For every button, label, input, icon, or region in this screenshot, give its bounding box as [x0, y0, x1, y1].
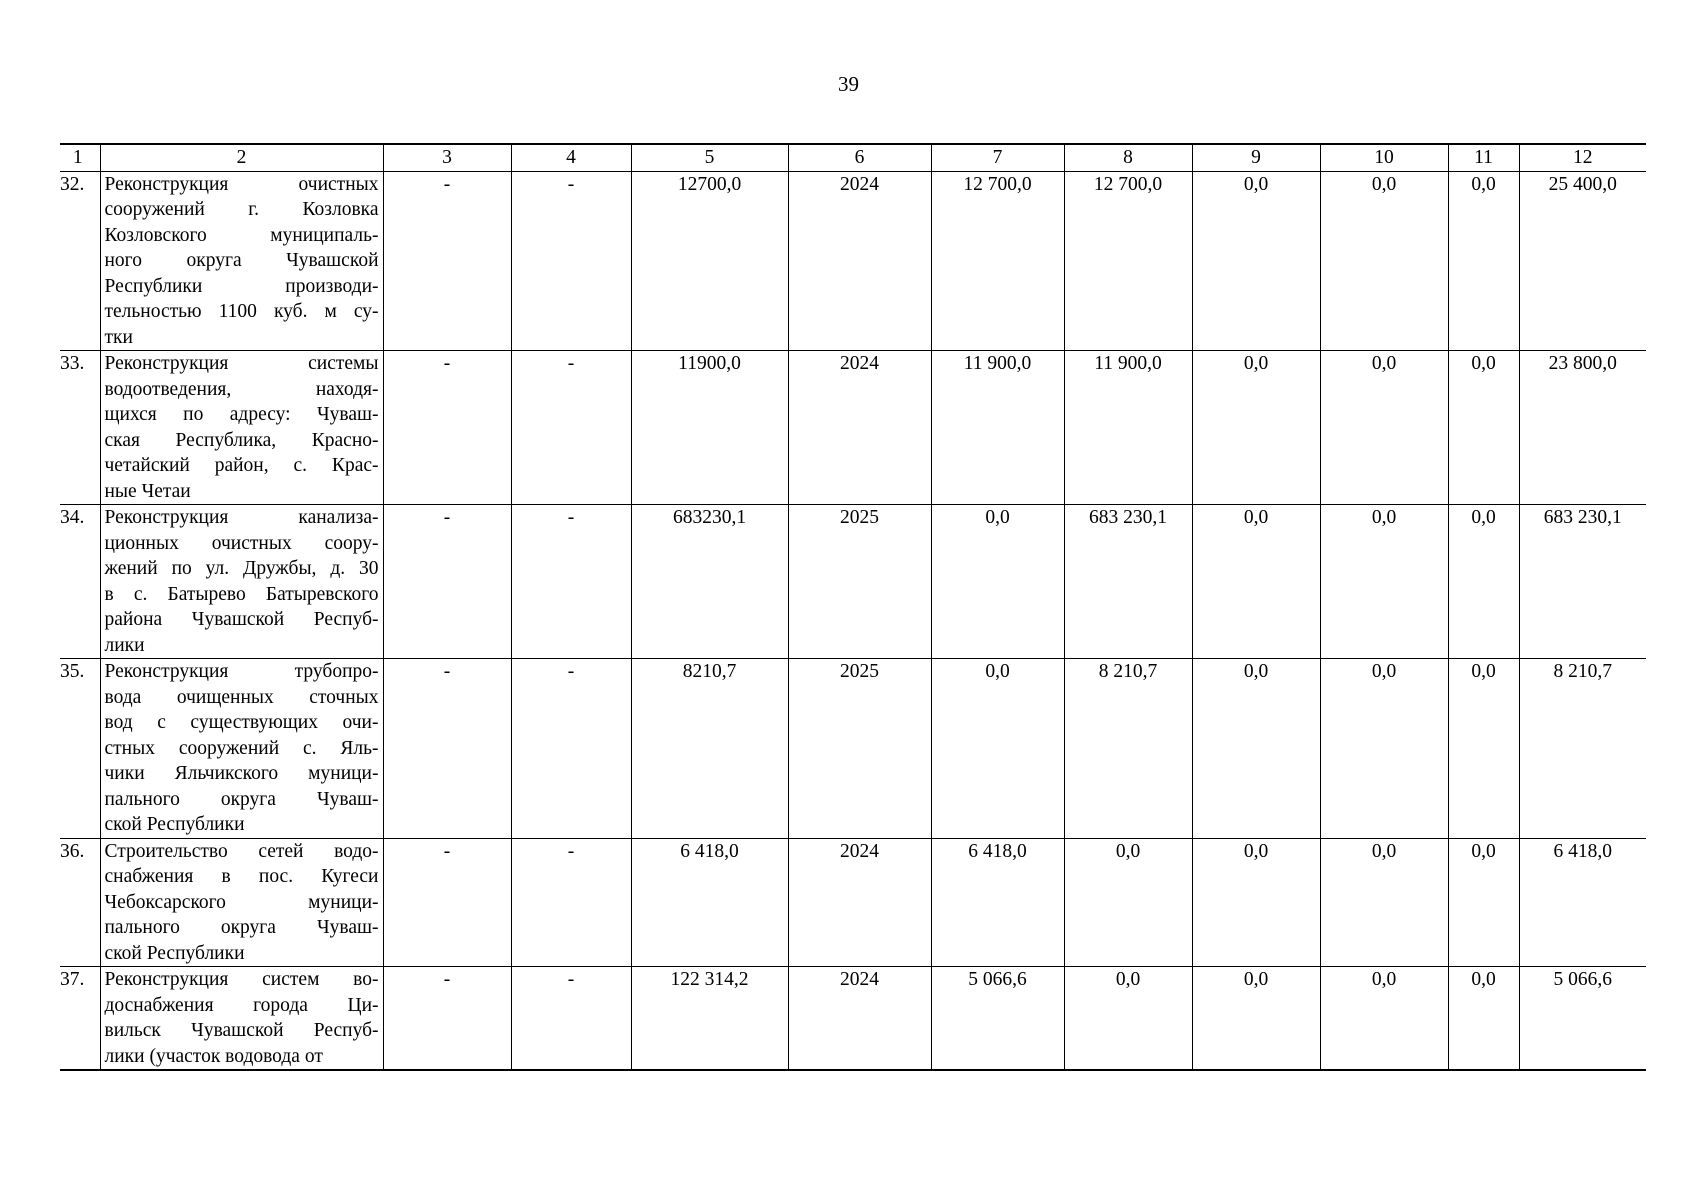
project-name-line: Строительство сетей водо- [104, 840, 379, 862]
column-header: 2 [100, 144, 383, 171]
row-number: 36. [60, 838, 100, 967]
table-header-row [60, 144, 1646, 171]
row-number: 34. [60, 505, 100, 659]
project-name-line: Реконструкция канализа- [104, 507, 379, 528]
column-header: 5 [631, 144, 788, 171]
project-name-line: чики Яльчикского муници- [104, 763, 379, 784]
col11-value: 0,0 [1448, 171, 1519, 351]
project-name-line: щихся по адресу: Чуваш- [104, 404, 379, 425]
col9-value: 0,0 [1192, 505, 1320, 659]
col11-value: 0,0 [1448, 351, 1519, 505]
project-name-line: Чебоксарского муници- [104, 891, 379, 913]
col7-value: 0,0 [931, 659, 1064, 839]
col9-value: 0,0 [1192, 967, 1320, 1071]
col10-value: 0,0 [1320, 351, 1448, 505]
project-name-line: лики [104, 634, 145, 656]
project-name-line: жений по ул. Дружбы, д. 30 [104, 558, 379, 579]
col12-total: 6 418,0 [1519, 838, 1646, 967]
project-name-line: ные Четаи [104, 480, 191, 502]
project-name-line: Козловского муниципаль- [104, 224, 379, 246]
col6-year: 2025 [788, 505, 931, 659]
row-number: 33. [60, 351, 100, 505]
col7-value: 0,0 [931, 505, 1064, 659]
col7-value: 12 700,0 [931, 171, 1064, 351]
project-name-line: ской Республики [104, 814, 245, 835]
col3-value: - [383, 967, 511, 1071]
col3-value: - [383, 659, 511, 839]
table-row [60, 838, 1646, 967]
project-name-line: Республики производи- [104, 275, 379, 297]
col4-value: - [511, 171, 631, 351]
col10-value: 0,0 [1320, 967, 1448, 1071]
project-name-line: в с. Батырево Батыревского [104, 583, 379, 605]
col9-value: 0,0 [1192, 659, 1320, 839]
col8-value: 683 230,1 [1064, 505, 1192, 659]
project-name-line: водоотведения, находя- [104, 378, 379, 400]
row-number: 35. [60, 659, 100, 839]
col12-total: 683 230,1 [1519, 505, 1646, 659]
col5-value: 6 418,0 [631, 838, 788, 967]
project-name-line: Реконструкция систем во- [104, 969, 379, 990]
col11-value: 0,0 [1448, 505, 1519, 659]
col5-value: 8210,7 [631, 659, 788, 839]
project-name-cell [100, 171, 383, 351]
column-header: 1 [60, 144, 100, 171]
col5-value: 11900,0 [631, 351, 788, 505]
col5-value: 12700,0 [631, 171, 788, 351]
project-name-line: вод с существующих очи- [104, 712, 379, 733]
col8-value: 12 700,0 [1064, 171, 1192, 351]
project-name-line: сооружений г. Козловка [104, 199, 379, 220]
project-name-line: тки [104, 326, 133, 348]
col11-value: 0,0 [1448, 838, 1519, 967]
col10-value: 0,0 [1320, 838, 1448, 967]
col3-value: - [383, 838, 511, 967]
col6-year: 2025 [788, 659, 931, 839]
row-number: 32. [60, 171, 100, 351]
project-name-line: пального округа Чуваш- [104, 788, 379, 810]
col4-value: - [511, 505, 631, 659]
project-name-line: пального округа Чуваш- [104, 917, 379, 938]
col6-year: 2024 [788, 967, 931, 1071]
project-name-cell [100, 659, 383, 839]
col7-value: 6 418,0 [931, 838, 1064, 967]
project-name-line: вильск Чувашской Респуб- [104, 1020, 379, 1041]
col8-value: 0,0 [1064, 838, 1192, 967]
column-header: 8 [1064, 144, 1192, 171]
project-name-line: ской Республики [104, 942, 245, 964]
col3-value: - [383, 505, 511, 659]
col3-value: - [383, 351, 511, 505]
col9-value: 0,0 [1192, 171, 1320, 351]
project-name-line: ционных очистных соору- [104, 532, 379, 554]
col11-value: 0,0 [1448, 659, 1519, 839]
project-name-cell [100, 505, 383, 659]
table-row [60, 505, 1646, 659]
project-name-cell [100, 967, 383, 1071]
column-header: 7 [931, 144, 1064, 171]
page-number: 39 [838, 72, 859, 96]
table-row [60, 351, 1646, 505]
project-name-line: снабжения в пос. Кугеси [104, 866, 379, 887]
column-header: 4 [511, 144, 631, 171]
project-name-line: Реконструкция системы [104, 353, 379, 374]
project-name-line: ская Республика, Красно- [104, 429, 379, 451]
project-name-line: вода очищенных сточных [104, 686, 379, 708]
col8-value: 0,0 [1064, 967, 1192, 1071]
col4-value: - [511, 838, 631, 967]
col8-value: 8 210,7 [1064, 659, 1192, 839]
table-row [60, 171, 1646, 351]
col7-value: 5 066,6 [931, 967, 1064, 1071]
col10-value: 0,0 [1320, 171, 1448, 351]
col6-year: 2024 [788, 351, 931, 505]
col4-value: - [511, 967, 631, 1071]
table-row [60, 659, 1646, 839]
project-name-cell [100, 838, 383, 967]
data-table [60, 143, 1646, 1071]
col12-total: 5 066,6 [1519, 967, 1646, 1071]
col10-value: 0,0 [1320, 659, 1448, 839]
project-name-line: стных сооружений с. Яль- [104, 737, 379, 759]
col12-total: 8 210,7 [1519, 659, 1646, 839]
column-header: 10 [1320, 144, 1448, 171]
project-name-line: Реконструкция трубопро- [104, 661, 379, 682]
column-header: 12 [1519, 144, 1646, 171]
column-header: 11 [1448, 144, 1519, 171]
col5-value: 122 314,2 [631, 967, 788, 1071]
col6-year: 2024 [788, 838, 931, 967]
col11-value: 0,0 [1448, 967, 1519, 1071]
project-name-line: четайский район, с. Крас- [104, 455, 379, 476]
project-name-line: тельностью 1100 куб. м су- [104, 301, 379, 322]
col7-value: 11 900,0 [931, 351, 1064, 505]
col9-value: 0,0 [1192, 838, 1320, 967]
col5-value: 683230,1 [631, 505, 788, 659]
col12-total: 23 800,0 [1519, 351, 1646, 505]
col4-value: - [511, 351, 631, 505]
col3-value: - [383, 171, 511, 351]
project-name-line: лики (участок водовода от [104, 1045, 323, 1067]
project-name-line: района Чувашской Респуб- [104, 609, 379, 630]
col9-value: 0,0 [1192, 351, 1320, 505]
column-header: 3 [383, 144, 511, 171]
col10-value: 0,0 [1320, 505, 1448, 659]
table-row [60, 967, 1646, 1071]
column-header: 6 [788, 144, 931, 171]
col8-value: 11 900,0 [1064, 351, 1192, 505]
project-name-line: Реконструкция очистных [104, 173, 379, 195]
column-header: 9 [1192, 144, 1320, 171]
col12-total: 25 400,0 [1519, 171, 1646, 351]
project-name-line: доснабжения города Ци- [104, 994, 379, 1016]
col4-value: - [511, 659, 631, 839]
project-name-cell [100, 351, 383, 505]
project-name-line: ного округа Чувашской [104, 250, 379, 271]
row-number: 37. [60, 967, 100, 1071]
col6-year: 2024 [788, 171, 931, 351]
